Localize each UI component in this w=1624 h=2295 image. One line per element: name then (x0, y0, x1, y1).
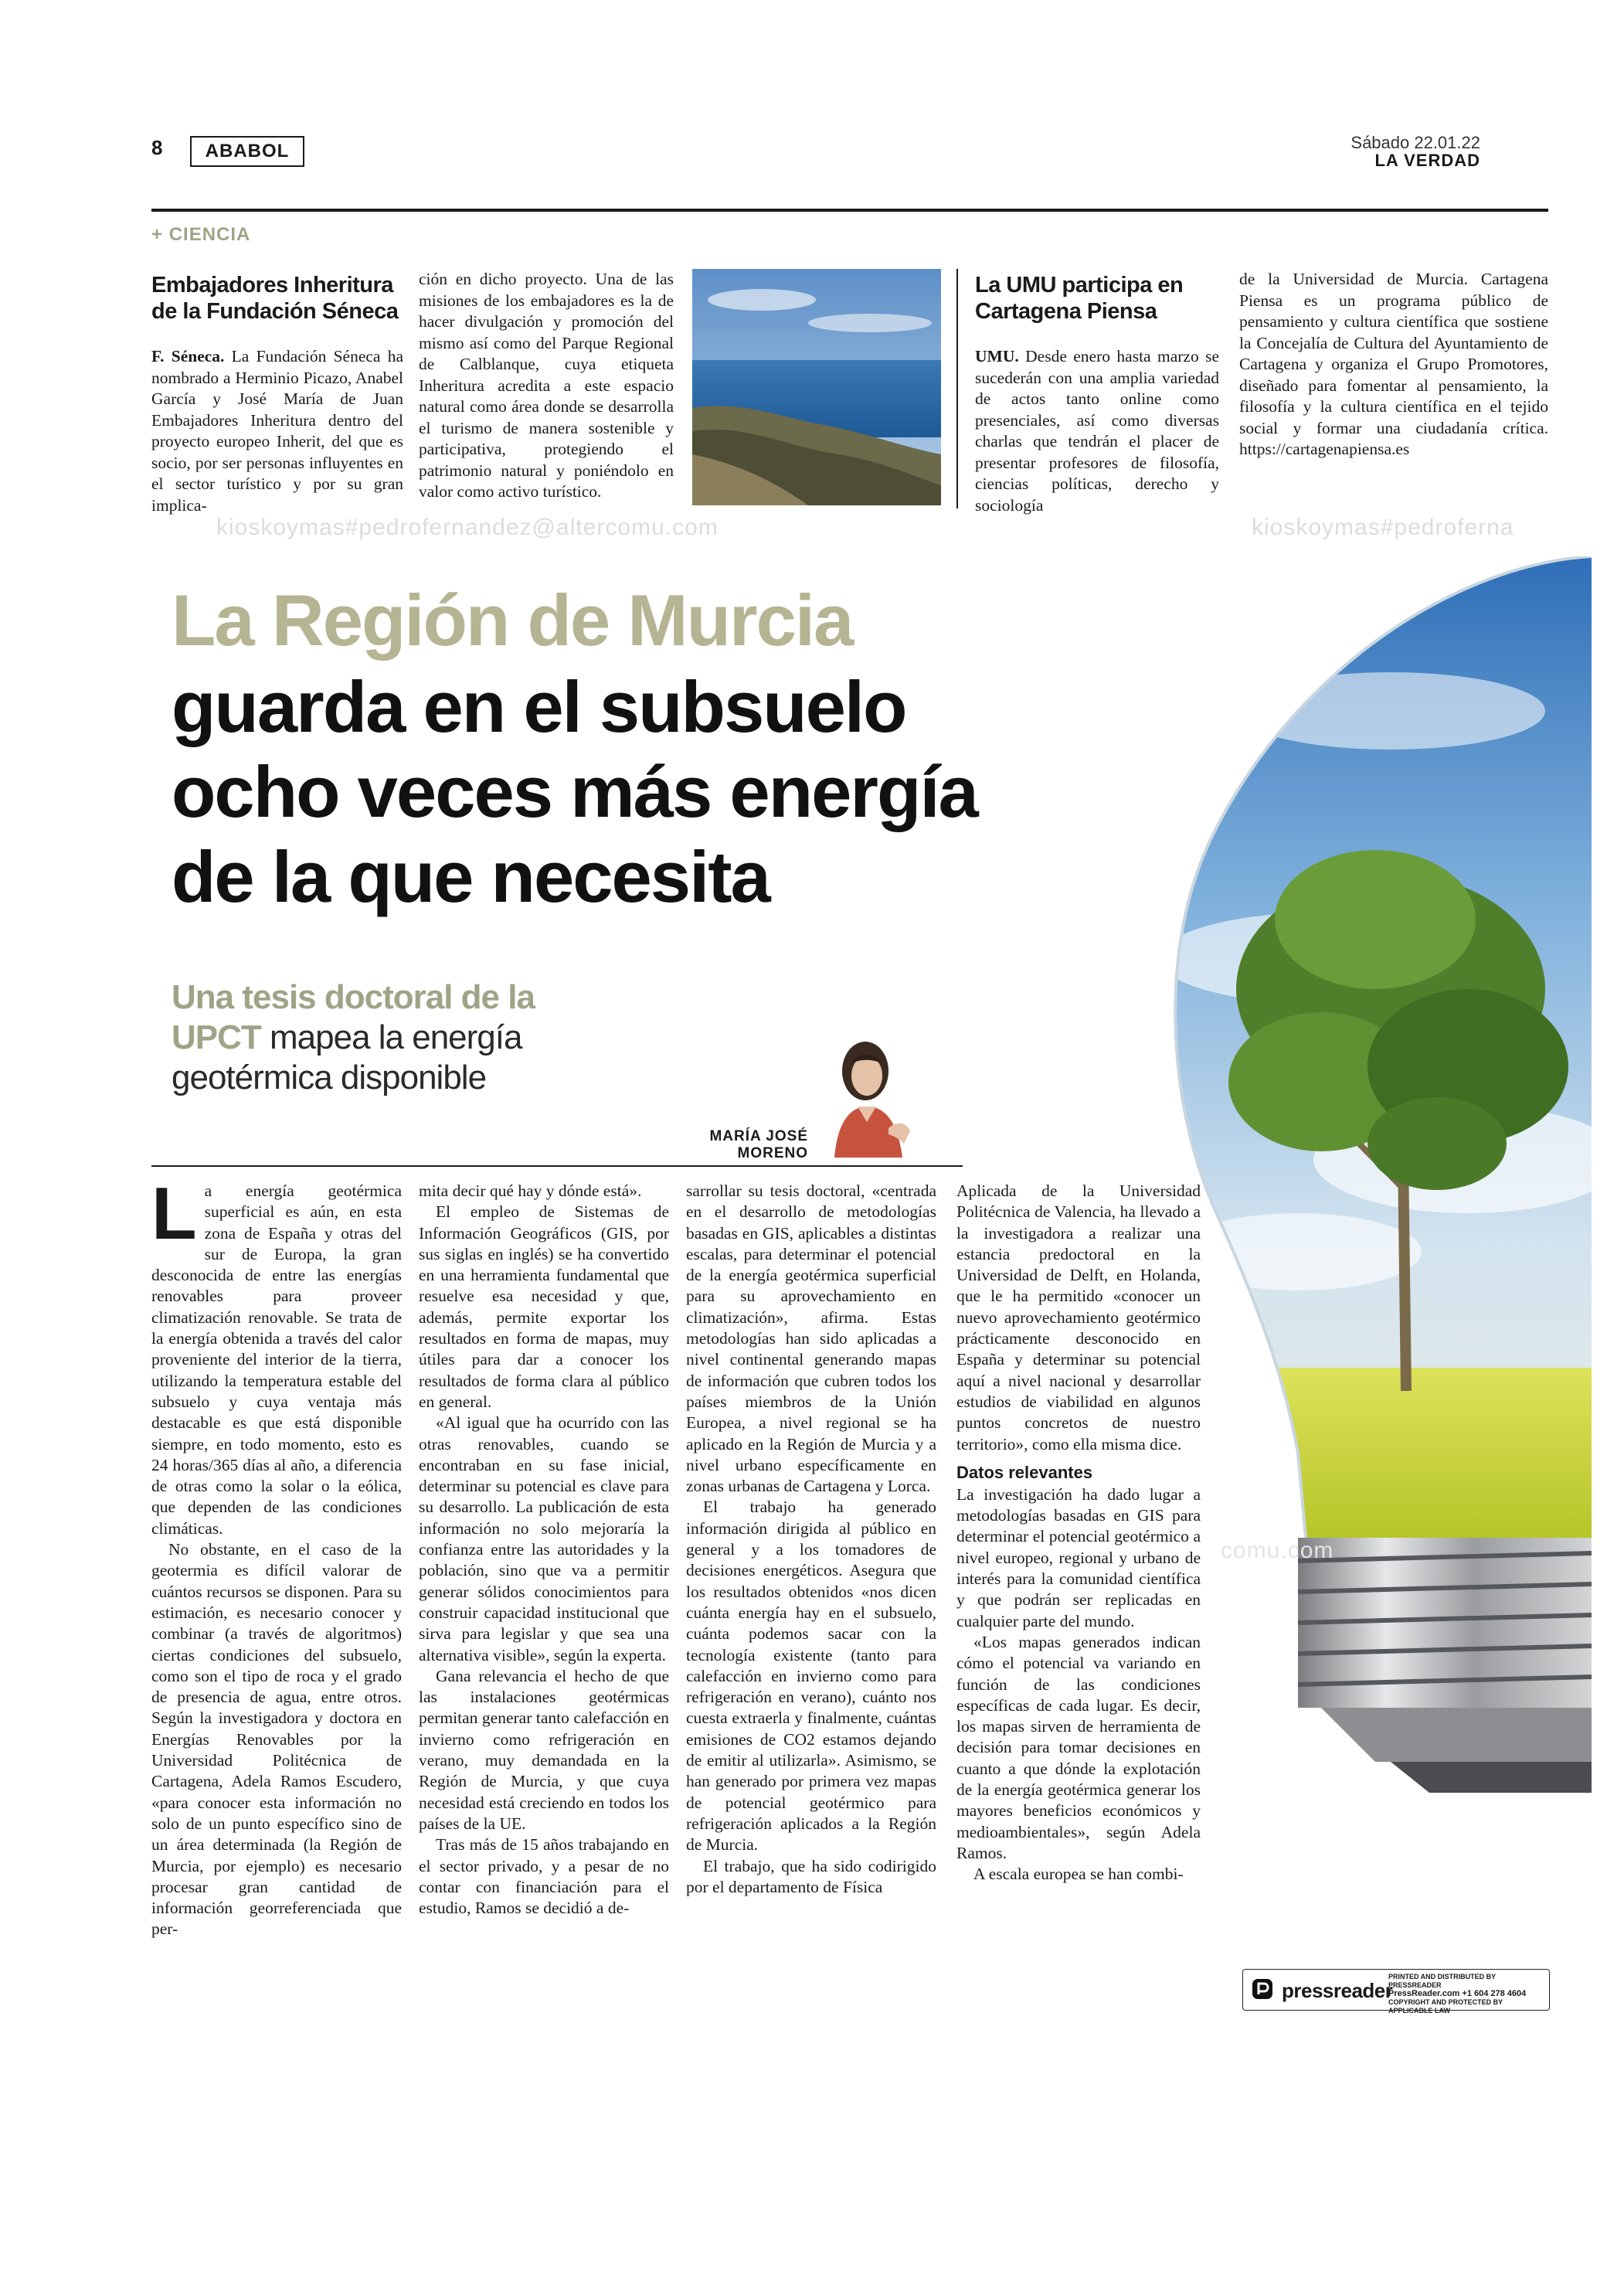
article-column-3 (686, 1181, 936, 1898)
headline-line2: guarda en el subsuelo (172, 666, 906, 747)
watermark-mid: comu.com (1221, 1538, 1334, 1563)
watermark-left: kioskoymas#pedrofernandez@altercomu.com (216, 515, 719, 540)
article-paragraph: «Los mapas generados indican cómo el potencial va variando en función de las condiciones específicas de cada lugar. Es decir, los mapas sirven de herramienta de decisión para tomar decisiones en cuanto a que dónde la explotación de la energía geotérmica generar los mayores beneficios económicos y medioambientales», según Adela Ramos. (956, 1632, 1201, 1862)
headline-line3: ocho veces más energía (172, 751, 977, 832)
article-paragraph: mita decir qué hay y dónde está». (419, 1182, 642, 1200)
category-prefix: + (151, 224, 164, 245)
coast-photo (692, 269, 941, 505)
subheadline-bold: UPCT (172, 1018, 261, 1056)
brief2-body-col2: de la Universidad de Murcia. Cartagena Piensa es un programa público de pensamiento y cultura científica que sostiene la Concejalía de Cultura del Ayuntamiento de Cartagena y organiza el Grupo Promotores, diseñado para fomentar al pensamiento, la filosofía y la cultura científica en el tejido social y formar una ciudadanía crítica. https://cartagenapiensa.es (1239, 270, 1548, 458)
subheadline-line2 (172, 1018, 522, 1057)
brief2-lead: UMU. (975, 347, 1019, 366)
author-photo (811, 1035, 927, 1158)
issue-date: Sábado 22.01.22 (1351, 133, 1480, 152)
article-paragraph: No obstante, en el caso de la geotermia es difícil valorar de cuántos recursos se disponen. Para su estimación, es necesario conocer y combinar (a través de algoritmos) ciertas condiciones del subsuelo, como son el tipo de roca y el grado de presencia de agua, entre otros. Según la investigadora y doctora en Energías Renovables por la Universidad Politécnica de Cartagena, Adela Ramos Escudero, «para conocer esta información no solo de un punto específico sino de un área determinada (la Región de Murcia, por ejemplo) es necesario procesar gran cantidad de información georreferenciada que per- (151, 1540, 402, 1939)
author-byline (680, 1128, 808, 1162)
article-paragraph: El trabajo, que ha sido codirigido por el departamento de Física (686, 1856, 936, 1896)
brief2-body-col1 (975, 346, 1219, 516)
brief1-body-col2: ción en dicho proyecto. Una de las misiones de los embajadores es la de hacer divulgación y promoción del mismo así como del Parque Regional de Calblanque, cuya etiqueta Inheritura acredita a este espacio natural como área donde se desarrolla el turismo de manera sostenible y participativa, protegiendo el patrimonio natural y poniéndolo en valor como activo turístico. (419, 270, 674, 501)
article-column-2 (419, 1181, 669, 1919)
newspaper-name: LA VERDAD (1374, 151, 1480, 170)
brief1-lead: F. Séneca. (151, 347, 225, 366)
brief1-title: Embajadores Inheritura de la Fundación Séneca (151, 273, 399, 324)
brief1-body-col1 (151, 346, 403, 516)
category-label (151, 224, 250, 246)
brief2-title: La UMU participa en Cartagena Piensa (975, 273, 1184, 324)
section-label: ABABOL (190, 136, 304, 167)
pressreader-name: pressreader (1282, 1979, 1393, 2002)
watermark-right: kioskoymas#pedroferna (1252, 515, 1514, 540)
article-paragraph: A escala europea se han combi- (973, 1865, 1184, 1884)
brief-divider (956, 269, 958, 508)
article-subheading: Datos relevantes (956, 1462, 1093, 1482)
headline-line4: de la que necesita (172, 836, 770, 917)
headline-line1: La Región de Murcia (172, 580, 853, 661)
article-paragraph: sarrollar su tesis doctoral, «centrada en el desarrollo de metodologías basadas en GIS, aplicables a distintas escalas, para determinar el potencial de la energía geotérmica superficial para su aprovechamiento en climatización», afirma. Estas metodologías han sido aplicadas a nivel continental generando mapas de información que cubren todos los países miembros de la Unión Europea, a nivel regional se ha aplicado en la Región de Murcia y a nivel urbano específicamente en zonas urbanas de Cartagena y Lorca. (686, 1182, 936, 1496)
article-paragraph: El empleo de Sistemas de Información Geográficos (GIS, por sus siglas en inglés) se ha convertido en una herramienta fundamental que resuelve esa necesidad y que, además, permite exportar los resultados en forma de mapas, muy útiles para dar a conocer los resultados de forma clara al público en general. (419, 1202, 669, 1411)
subheadline-line1: Una tesis doctoral de la (172, 978, 535, 1016)
article-paragraph: La energía geotérmica superficial es aún, en esta zona de España y otras del sur de Europa, la gran desconocida de entre las energías renovables para proveer climatización renovable. Se trata de la energía obtenida a través del calor proveniente del interior de la tierra, utilizando la temperatura estable del subsuelo y cuya ventaja más destacable es que está disponible siempre, en todo momento, esto es 24 horas/365 días al año, a diferencia de otras como la solar o la eólica, que dependen de las condiciones climáticas. (151, 1172, 402, 1538)
pressreader-fine1: PRINTED AND DISTRIBUTED BY PRESSREADER (1388, 1973, 1497, 1989)
article-paragraph: El trabajo ha generado información dirigida al público en general y a los tomadores de decisiones energéticos. Asegura que los resultados obtenidos «nos dicen cuánta energía hay en el subsuelo, cuánta podemos sacar con la tecnología existente (tanto para calefacción en invierno como para refrigeración en verano), cuánto nos cuesta extraerla y finalmente, cuántas emisiones de CO2 estamos dejando de emitir al utilizarla». Asimismo, se han generado por primera vez mapas de potencial geotérmico para refrigeración aplicados a la Región de Murcia. (686, 1498, 936, 1855)
subheadline-rest: mapea la energía (260, 1018, 522, 1056)
article-paragraph: Tras más de 15 años trabajando en el sector privado, y a pesar de no contar con financiación para el estudio, Ramos se decidió a de- (419, 1835, 669, 1918)
subheadline-line3: geotérmica disponible (172, 1059, 487, 1096)
article-paragraph: Gana relevancia el hecho de que las instalaciones geotérmicas permitan generar tanto calefacción en invierno como refrigeración en verano, muy demandada en la Región de Murcia, y que cuya necesidad está creciendo en todos los países de la UE. (419, 1666, 669, 1833)
article-column-1 (151, 1172, 402, 1940)
page-number: 8 (151, 136, 163, 159)
pressreader-fine2: PressReader.com +1 604 278 4604 (1388, 1989, 1527, 1998)
category-text: CIENCIA (168, 224, 251, 245)
pressreader-fineprint (1388, 1973, 1546, 2015)
article-paragraph: La investigación ha dado lugar a metodologías basadas en GIS para determinar el potencial geotérmico a nivel europeo, regional y urbano de interés para la comunidad científica y que podrán ser replicadas en cualquier parte del mundo. (956, 1484, 1201, 1630)
header-rule (151, 209, 1548, 212)
author-last-name: MORENO (737, 1145, 808, 1161)
article-paragraph: Aplicada de la Universidad Politécnica de Valencia, ha llevado a la investigadora a realizar una estancia predoctoral en la Universidad de Delft, en Holanda, que le ha permitido «conocer un nuevo aprovechamiento geotérmico prácticamente desconocido en España y determinar su potencial aquí a nivel nacional y desarrollar estudios de viabilidad en algunos puntos concretos de nuestro territorio», como ella misma dice. (956, 1182, 1201, 1454)
author-first-name: MARÍA JOSÉ (709, 1128, 808, 1144)
article-rule (151, 1165, 963, 1167)
article-column-4 (956, 1181, 1201, 1885)
pressreader-badge (1242, 1969, 1550, 2014)
article-paragraph: «Al igual que ha ocurrido con las otras renovables, cuando se encontraban en su fase inicial, determinar su potencial es clave para su desarrollo. La publicación de esta información no solo mejoraría la confianza entre las autoridades y la población, sino que va a permitir generar sólidos conocimientos para construir capacidad institucional que sirva para legislar y que sea una alternativa visible», según la experta. (419, 1413, 669, 1664)
brief2-text1: Desde enero hasta marzo se sucederán con una amplia variedad de actos tanto online como presenciales, así como diversas charlas que tendrán el placer de presentar profesores de filosofía, ciencias políticas, derecho y sociología (975, 347, 1220, 515)
pressreader-icon (1251, 1977, 1274, 2001)
brief1-text1: La Fundación Séneca ha nombrado a Herminio Picazo, Anabel García y José María de Juan Embajadores Inheritura dentro del proyecto europeo Inherit, del que es socio, por ser personas influyentes en el sector turístico y por su gran implica- (151, 347, 403, 515)
pressreader-fine3: COPYRIGHT AND PROTECTED BY APPLICABLE LAW (1388, 1998, 1503, 2014)
